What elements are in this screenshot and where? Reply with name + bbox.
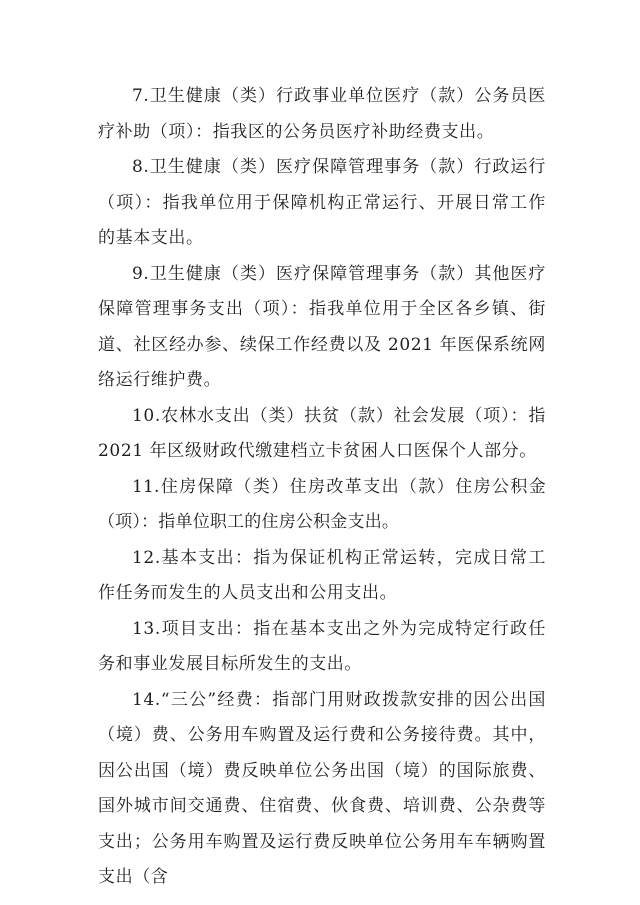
paragraph-item-10: 10.农林水支出（类）扶贫（款）社会发展（项）：指 2021 年区级财政代缴建档立卡贫困人口医保个人部分。	[98, 405, 546, 461]
paragraph-item-11: 11.住房保障（类）住房改革支出（款）住房公积金（项）：指单位职工的住房公积金支出。	[98, 476, 546, 532]
paragraph-item-12: 12.基本支出：指为保证机构正常运转，完成日常工作任务而发生的人员支出和公用支出。	[98, 547, 546, 603]
document-body	[98, 79, 546, 896]
paragraph-item-8: 8.卫生健康（类）医疗保障管理事务（款）行政运行（项）：指我单位用于保障机构正常运行、开展日常工作的基本支出。	[98, 157, 546, 248]
paragraph-item-14: 14.“三公”经费：指部门用财政拨款安排的因公出国（境）费、公务用车购置及运行费和公务接待费。其中，因公出国（境）费反映单位公务出国（境）的国际旅费、国外城市间交通费、住宿费、伙食费、培训费、公杂费等支出；公务用车购置及运行费反映单位公务用车车辆购置支出（含	[98, 689, 546, 887]
paragraph-item-7: 7.卫生健康（类）行政事业单位医疗（款）公务员医疗补助（项）：指我区的公务员医疗补助经费支出。	[98, 86, 546, 142]
paragraph-item-13: 13.项目支出：指在基本支出之外为完成特定行政任务和事业发展目标所发生的支出。	[98, 618, 546, 674]
paragraph-item-9: 9.卫生健康（类）医疗保障管理事务（款）其他医疗保障管理事务支出（项）：指我单位用于全区各乡镇、街道、社区经办参、续保工作经费以及 2021 年医保系统网络运行维护费。	[98, 263, 546, 390]
